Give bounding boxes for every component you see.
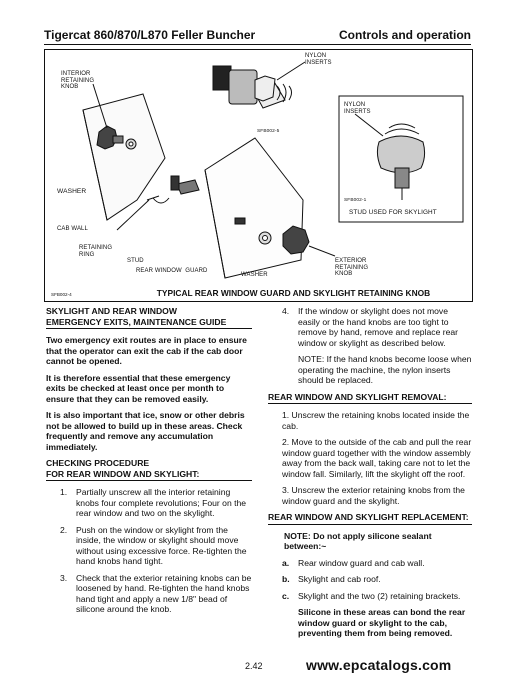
section-heading-replacement: REAR WINDOW AND SKYLIGHT REPLACEMENT: — [268, 512, 472, 525]
list-item: a. Rear window guard and cab wall. — [282, 557, 425, 568]
label-washer-2: WASHER — [241, 272, 268, 278]
figure-id: SFB002-4 — [51, 292, 72, 297]
paragraph-exit-routes: Two emergency exit routes are in place to ensure that the operator can exit the cab if the cab door cannot be opened. — [46, 335, 247, 366]
page-number: 2.42 — [245, 661, 263, 671]
warning-silicone: Silicone in these areas can bond the rear window guard or skylight to the cab, preventing them from being removed. — [298, 607, 466, 638]
list-item: 2. Push on the window or skylight from the inside, the window or skylight should move without using excessive force. Re-tighten the hand knobs hand tight. — [60, 524, 247, 566]
parts-illustration — [45, 50, 472, 301]
label-rear-window-guard: REAR WINDOW GUARD — [136, 268, 208, 274]
watermark: www.epcatalogs.com — [306, 657, 452, 673]
label-stud-skylight: STUD USED FOR SKYLIGHT — [349, 209, 437, 216]
label-washer-1: WASHER — [57, 188, 87, 195]
label-interior-knob: INTERIOR RETAINING KNOB — [61, 71, 95, 90]
list-item: b. Skylight and cab roof. — [282, 574, 381, 584]
label-nylon-inserts-1: NYLON INSERTS — [305, 53, 332, 66]
section-heading-checking: CHECKING PROCEDURE FOR REAR WINDOW AND SKYLIGHT: — [46, 458, 252, 481]
label-cab-wall: CAB WALL — [57, 226, 88, 232]
label-stud: STUD — [127, 258, 144, 264]
figure-caption: TYPICAL REAR WINDOW GUARD AND SKYLIGHT RETAINING KNOB — [156, 288, 431, 298]
list-item: 1. Partially unscrew all the interior retaining knobs four complete revolutions; Four on the rear window and two on the skylight. — [60, 487, 247, 518]
label-nylon-inserts-2: NYLON INSERTS — [344, 102, 371, 115]
header-rule — [44, 44, 471, 45]
left-column — [46, 306, 252, 621]
page-header-title: Tigercat 860/870/L870 Feller Buncher — [44, 28, 256, 42]
removal-step: 2. Move to the outside of the cab and pull the rear window guard together with the window assembly away from the back wall, taking care not to let the window fall. Similarly, lift the skylight off the roof. — [282, 437, 472, 479]
paragraph-debris: It is also important that ice, snow or other debris not be allowed to build up in these areas. Check frequently and remove any accumulation immediately. — [46, 410, 245, 452]
right-column — [268, 306, 472, 645]
list-item: 4. If the window or skylight does not move easily or the hand knobs are too tight to remove by hand, remove and replace rear window or skylight as described below. — [282, 306, 459, 348]
label-code-1: SFB002-5 — [257, 129, 280, 134]
note-no-silicone: NOTE: Do not apply silicone sealant between:~ — [284, 530, 432, 551]
paragraph-monthly-check: It is therefore essential that these emergency exits be checked at least once per month to ensure that they can be removed easily. — [46, 372, 231, 404]
figure-box — [44, 49, 473, 302]
list-item: 3. Check that the exterior retaining knobs can be loosened by hand. Re-tighten the hand knobs hand tight and apply a new 1/8" bead of silicone around the knob. — [60, 572, 252, 614]
section-heading-removal: REAR WINDOW AND SKYLIGHT REMOVAL: — [268, 392, 472, 405]
removal-step: 1. Unscrew the retaining knobs located inside the cab. — [282, 410, 470, 431]
section-heading-maintenance: SKYLIGHT AND REAR WINDOW EMERGENCY EXITS, MAINTENANCE GUIDE — [46, 306, 252, 329]
removal-step: 3. Unscrew the exterior retaining knobs from the window guard and the skylight. — [282, 485, 465, 506]
label-exterior-knob: EXTERIOR RETAINING KNOB — [335, 258, 369, 277]
list-item: c. Skylight and the two (2) retaining brackets. — [282, 590, 461, 601]
label-code-2: SFB002-1 — [344, 198, 367, 203]
page-header-section: Controls and operation — [339, 28, 471, 42]
note-nylon-inserts: NOTE: If the hand knobs become loose when operating the machine, the nylon inserts should be replaced. — [298, 354, 472, 385]
label-retaining-ring: RETAINING RING — [79, 245, 113, 258]
